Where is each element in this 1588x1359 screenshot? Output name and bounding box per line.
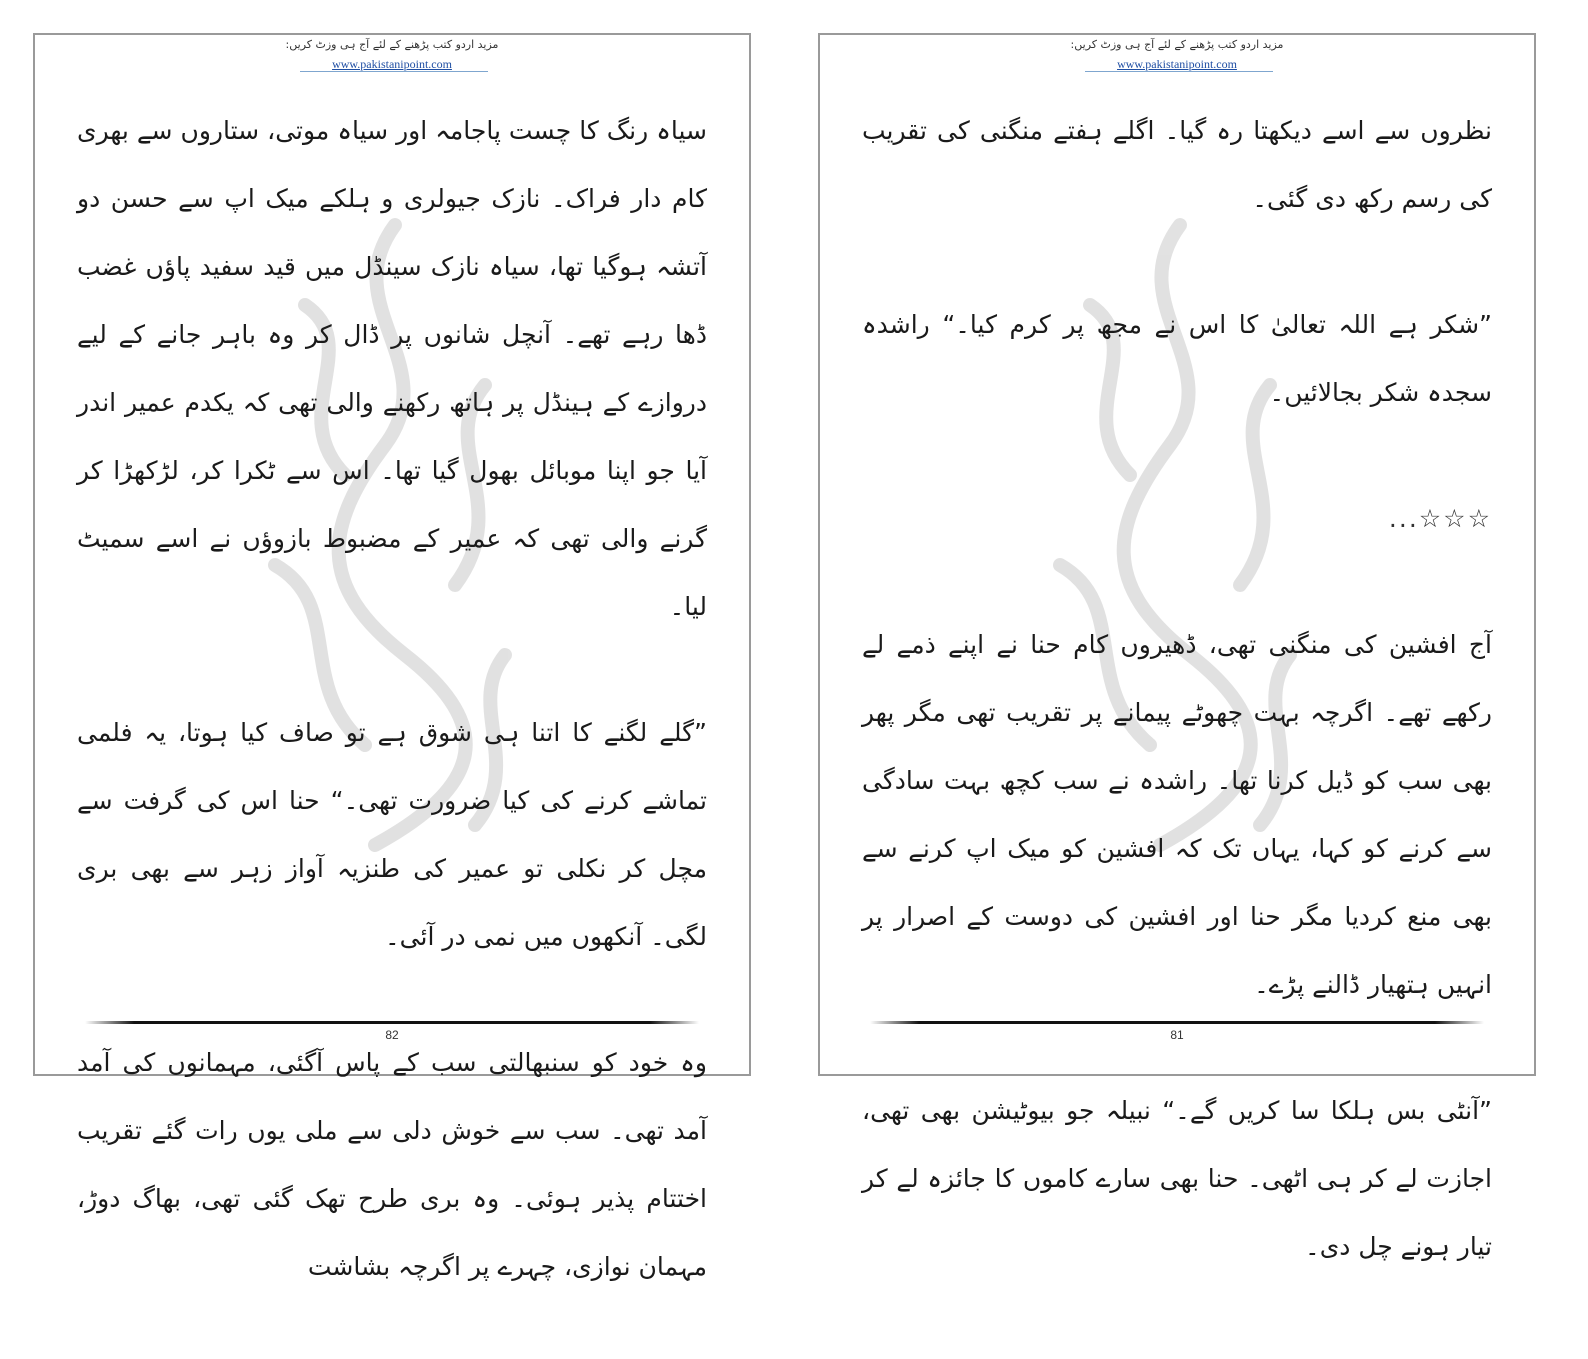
section-break-stars: ☆☆☆... <box>1388 504 1492 533</box>
header-divider <box>1085 71 1273 72</box>
paragraph: سیاہ رنگ کا چست پاجامہ اور سیاہ موتی، ستاروں سے بھری کام دار فراک۔ نازک جیولری و ہلکے میک اپ سے حسن دو آتشہ ہوگیا تھا، سیاہ نازک سینڈل میں قید سفید پاؤں غضب ڈھا رہے تھے۔ آنچل شانوں پر ڈال کر وہ باہر جانے کے لیے دروازے کے ہینڈل پر ہاتھ رکھنے والی تھی کہ یکدم عمیر اندر آیا جو اپنا موبائل بھول گیا تھا۔ اس سے ٹکرا کر، لڑکھڑا کر گرنے والی تھی کہ عمیر کے مضبوط بازوؤں نے اسے سمیٹ لیا۔ <box>77 116 707 621</box>
page-body-text <box>77 97 707 1359</box>
header-divider <box>300 71 488 72</box>
paragraph: نظروں سے اسے دیکھتا رہ گیا۔ اگلے ہفتے منگنی کی تقریب کی رسم رکھ دی گئی۔ <box>862 116 1492 213</box>
page-header <box>35 37 749 72</box>
header-note: مزید اردو کتب پڑھنے کے لئے آج ہی وزٹ کریں: <box>1070 38 1284 51</box>
footer-divider <box>85 1021 699 1024</box>
paragraph: آج افشین کی منگنی تھی، ڈھیروں کام حنا نے اپنے ذمے لے رکھے تھے۔ اگرچہ بہت چھوٹے پیمانے پر تقریب تھی مگر پھر بھی سب کو ڈیل کرنا تھا۔ راشدہ نے سب کچھ بہت سادگی سے کرنے کو کہا، یہاں تک کہ افشین کو میک اپ کرنے سے بھی منع کردیا مگر حنا اور افشین کی دوست کے اصرار پر انہیں ہتھیار ڈالنے پڑے۔ <box>862 630 1492 999</box>
page-number: 81 <box>1170 1028 1184 1042</box>
book-page-right <box>818 33 1536 1261</box>
page-body-text <box>862 97 1492 1339</box>
paragraph: ”شکر ہے اللہ تعالیٰ کا اس نے مجھ پر کرم کیا۔“ راشدہ سجدہ شکر بجالائیں۔ <box>862 310 1492 407</box>
paragraph: وہ خود کو سنبھالتی سب کے پاس آگئی، مہمانوں کی آمد آمد تھی۔ سب سے خوش دلی سے ملی یوں رات گئے تقریب اختتام پذیر ہوئی۔ وہ بری طرح تھک گئی تھی، بھاگ دوڑ، مہمان نوازی، چہرے پر اگرچہ بشاشت <box>77 1048 707 1281</box>
book-page-left <box>33 33 751 1281</box>
footer-divider <box>870 1021 1484 1024</box>
page-header <box>820 37 1534 72</box>
paragraph: ”آنٹی بس ہلکا سا کریں گے۔“ نبیلہ جو بیوٹیشن بھی تھی، اجازت لے کر ہی اٹھی۔ حنا بھی سارے کاموں کا جائزہ لے کر تیار ہونے چل دی۔ <box>862 1096 1492 1261</box>
page-number: 82 <box>385 1028 399 1042</box>
header-website-link[interactable]: www.pakistanipoint.com <box>332 57 452 71</box>
header-note: مزید اردو کتب پڑھنے کے لئے آج ہی وزٹ کریں: <box>285 38 499 51</box>
paragraph: ”گلے لگنے کا اتنا ہی شوق ہے تو صاف کیا ہوتا، یہ فلمی تماشے کرنے کی کیا ضرورت تھی۔“ حنا اس کی گرفت سے مچل کر نکلی تو عمیر کی طنزیہ آواز زہر سے بھی بری لگی۔ آنکھوں میں نمی در آئی۔ <box>77 718 707 951</box>
header-website-link[interactable]: www.pakistanipoint.com <box>1117 57 1237 71</box>
